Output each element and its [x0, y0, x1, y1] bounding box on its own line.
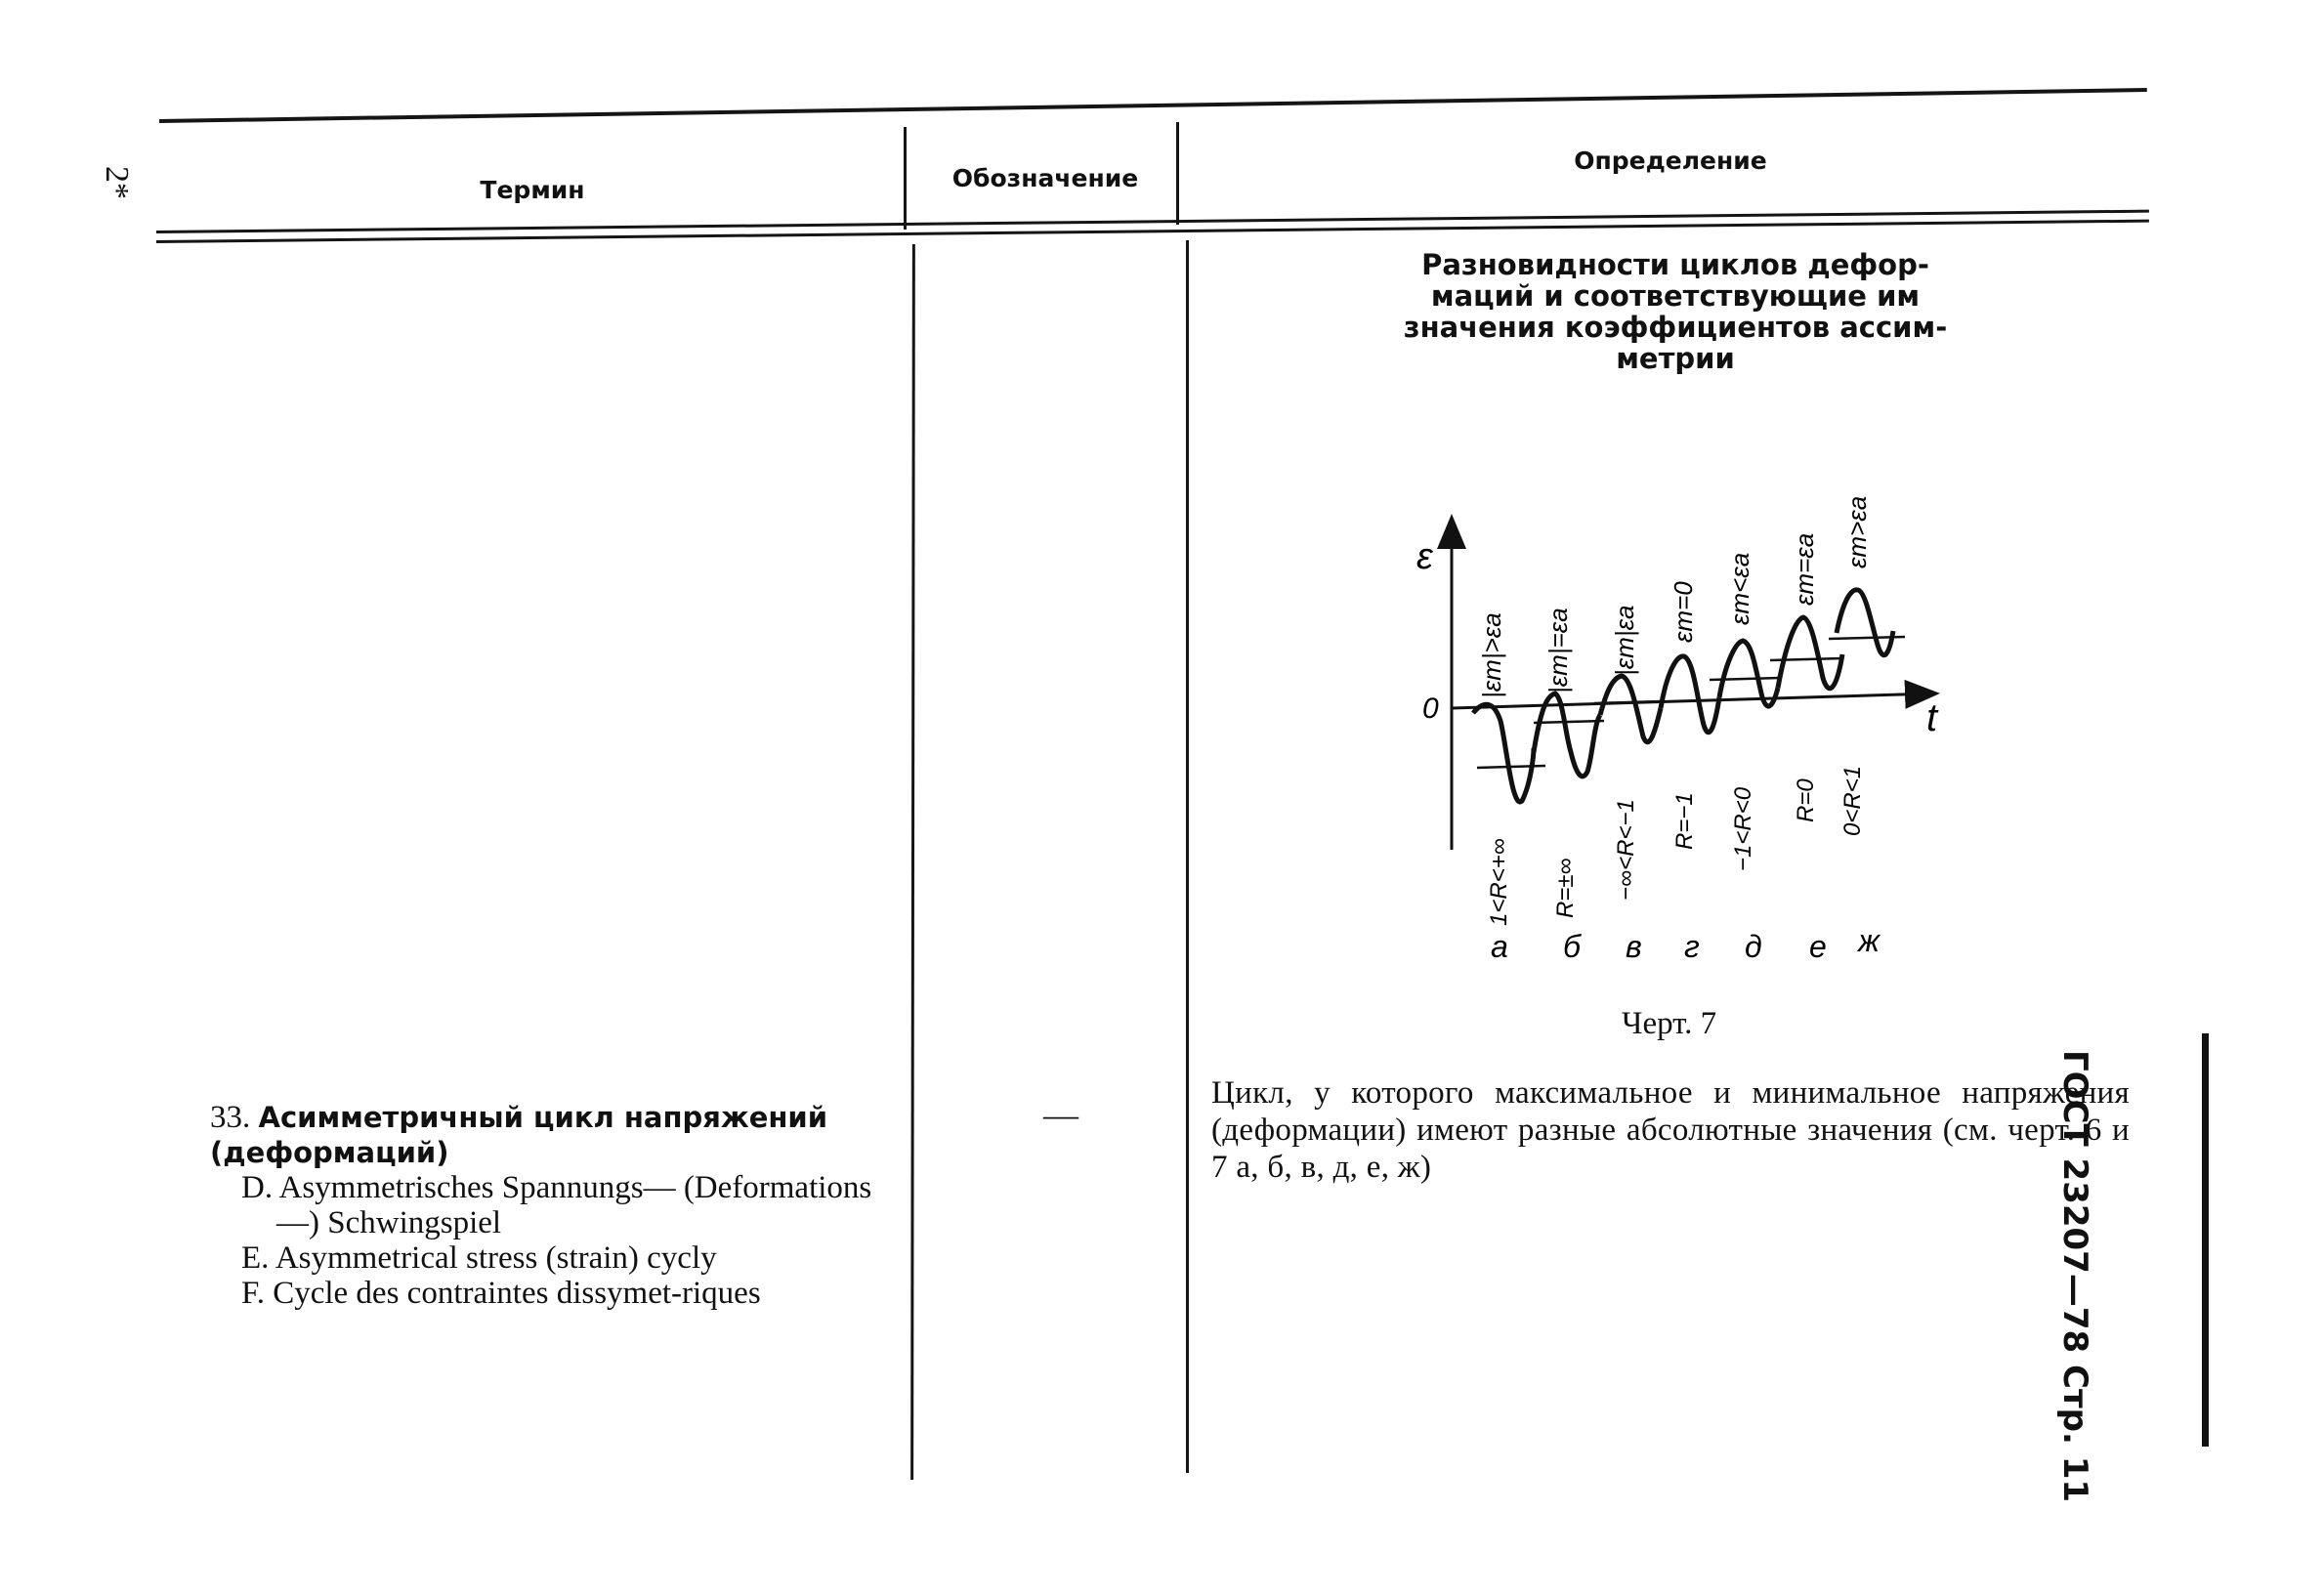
- cycle-d: [1710, 553, 1780, 964]
- cycle-condition: εm=0: [1669, 581, 1698, 643]
- figure-label: Черт. 7: [1622, 1006, 1717, 1041]
- cycle-condition: |εm|>εa: [1477, 612, 1506, 698]
- cycle-r-range: 0<R<1: [1839, 765, 1866, 836]
- column-divider-1: [904, 127, 907, 230]
- cycle-diagram: [1387, 459, 1973, 967]
- cycle-letter: б: [1563, 929, 1581, 964]
- cycle-condition: εm>εa: [1842, 495, 1872, 568]
- cycle-letter: г: [1684, 929, 1700, 964]
- x-axis: [1452, 693, 1934, 708]
- cycle-condition: εm<εa: [1725, 552, 1754, 625]
- cycle-letter: а: [1491, 929, 1508, 964]
- cycle-letter: в: [1626, 929, 1642, 964]
- header-term: Термин: [480, 176, 585, 204]
- term-entry: [210, 1100, 899, 1311]
- cycle-a: [1473, 612, 1545, 964]
- cycle-letter: д: [1745, 929, 1762, 964]
- term-number: 33.: [210, 1100, 251, 1135]
- cycle-r-range: −1<R<0: [1730, 786, 1756, 871]
- x-axis-label: t: [1926, 696, 1938, 739]
- cycle-r-range: −∞<R<−1: [1613, 799, 1639, 901]
- cycle-zh: [1829, 496, 1905, 958]
- cycle-b: [1534, 608, 1604, 964]
- term-en: E. Asymmetrical stress (strain) cycly: [241, 1240, 717, 1276]
- term-de: D. Asymmetrisches Spannungs— (Deformations—) Schwingspiel: [241, 1170, 872, 1240]
- header-definition: Определение: [1574, 147, 1767, 175]
- term-ru: [210, 1100, 899, 1170]
- cycle-letter: е: [1809, 929, 1827, 964]
- page-mark: 2*: [99, 166, 135, 199]
- side-running-head: ГОСТ 23207—78 Стр. 11: [2055, 1050, 2094, 1503]
- side-rule: [2202, 1033, 2209, 1447]
- table-top-rule: [159, 88, 2147, 123]
- origin-label: 0: [1422, 693, 1439, 725]
- figure-title-line: значения коэффициентов ассим-: [1403, 311, 1948, 344]
- definition-text: Цикл, у которого максимальное и минимальное напряжения (деформации) имеют разные абсолютные значения (см. черт. 6 и 7 а, б, в, д, е, ж): [1211, 1075, 2130, 1185]
- figure-title-line: метрии: [1616, 342, 1735, 375]
- symbol-cell: —: [1043, 1095, 1078, 1134]
- figure-title-line: Разновидности циклов дефор-: [1421, 248, 1929, 281]
- cycle-condition: εm=εa: [1790, 532, 1819, 606]
- column-divider-1-body: [910, 244, 915, 1480]
- y-axis-label: ε: [1416, 536, 1433, 577]
- cycle-r-range: R=±∞: [1552, 858, 1579, 918]
- cycle-g: [1661, 581, 1719, 964]
- figure-title: [1397, 249, 1954, 374]
- header-symbol: Обозначение: [951, 164, 1139, 192]
- cycle-r-range: 1<R<+∞: [1486, 838, 1512, 926]
- cycle-e: [1770, 533, 1842, 964]
- term-fr: F. Cycle des contraintes dissymet-riques: [241, 1276, 761, 1311]
- column-divider-2: [1176, 122, 1179, 225]
- cycle-r-range: R=−1: [1671, 792, 1698, 850]
- cycle-letter: ж: [1858, 923, 1880, 958]
- cycle-condition: |εm|εa: [1610, 605, 1639, 676]
- cycle-v: [1594, 606, 1661, 964]
- cycle-r-range: R=0: [1793, 778, 1819, 822]
- cycle-condition: |εm|=εa: [1543, 608, 1573, 693]
- figure-title-line: маций и соответствующие им: [1430, 279, 1921, 313]
- column-divider-2-body: [1186, 240, 1189, 1473]
- term-ru-text: Асимметричный цикл напряжений (деформаций): [210, 1101, 828, 1169]
